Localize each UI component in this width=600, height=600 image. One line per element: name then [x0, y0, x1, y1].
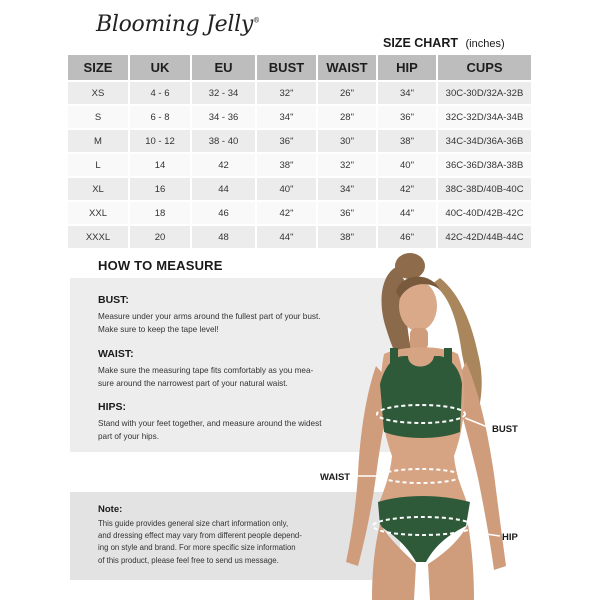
table-cell: 44"	[378, 202, 438, 224]
table-cell: 38 - 40	[192, 130, 257, 152]
table-cell: 42	[192, 154, 257, 176]
column-header: UK	[130, 55, 192, 80]
bust-text-line: Make sure to keep the tape level!	[98, 325, 219, 334]
table-cell: 44	[192, 178, 257, 200]
table-header-row	[68, 55, 531, 80]
table-cell: 42"	[378, 178, 438, 200]
table-cell: 32"	[257, 82, 318, 104]
brand-name: Blooming Jelly	[96, 12, 253, 37]
table-cell: 38"	[378, 130, 438, 152]
table-row	[68, 202, 531, 224]
note-text-line: of this product, please feel free to send us message.	[98, 555, 279, 565]
column-header: EU	[192, 55, 257, 80]
table-cell: XXL	[68, 202, 130, 224]
table-row	[68, 178, 531, 200]
table-cell: 14	[130, 154, 192, 176]
table-cell: 20	[130, 226, 192, 248]
table-cell: 36"	[257, 130, 318, 152]
table-cell: 16	[130, 178, 192, 200]
neck-shape	[410, 328, 428, 350]
table-cell: L	[68, 154, 130, 176]
brand-logo	[96, 12, 260, 37]
table-cell: 44"	[257, 226, 318, 248]
column-header: BUST	[257, 55, 318, 80]
table-cell: 18	[130, 202, 192, 224]
column-header: SIZE	[68, 55, 130, 80]
table-row	[68, 106, 531, 128]
table-cell: 42"	[257, 202, 318, 224]
table-cell: 34"	[257, 106, 318, 128]
table-cell: 32 - 34	[192, 82, 257, 104]
table-cell: 30"	[318, 130, 378, 152]
table-cell: 48	[192, 226, 257, 248]
table-cell: 28"	[318, 106, 378, 128]
size-chart-units: (inches)	[465, 38, 505, 50]
bust-text-line: Measure under your arms around the fullest part of your bust.	[98, 312, 321, 321]
size-chart-title-text: SIZE CHART	[383, 36, 458, 50]
table-row	[68, 154, 531, 176]
bust-label: BUST	[492, 424, 518, 435]
table-row	[68, 130, 531, 152]
swimsuit-strap	[444, 348, 452, 374]
table-cell: XXXL	[68, 226, 130, 248]
table-cell: 10 - 12	[130, 130, 192, 152]
table-cell: 34"	[378, 82, 438, 104]
hips-text-line: part of your hips.	[98, 432, 159, 441]
table-cell: 6 - 8	[130, 106, 192, 128]
table-cell: XS	[68, 82, 130, 104]
table-cell: 4 - 6	[130, 82, 192, 104]
waist-heading: WAIST:	[98, 348, 134, 360]
bust-heading: BUST:	[98, 294, 129, 306]
size-chart-title	[383, 36, 505, 50]
table-cell: 36C-36D/38A-38B	[438, 154, 531, 176]
table-cell: 40C-40D/42B-42C	[438, 202, 531, 224]
hips-heading: HIPS:	[98, 401, 127, 413]
table-cell: 42C-42D/44B-44C	[438, 226, 531, 248]
hair-bun	[395, 253, 425, 279]
note-heading: Note:	[98, 504, 123, 515]
table-cell: 36"	[318, 202, 378, 224]
table-cell: 34C-34D/36A-36B	[438, 130, 531, 152]
waist-label: WAIST	[320, 472, 351, 483]
table-cell: 38"	[257, 154, 318, 176]
size-chart-table	[68, 53, 531, 250]
column-header: CUPS	[438, 55, 531, 80]
hips-text-line: Stand with your feet together, and measure around the widest	[98, 419, 322, 428]
table-cell: 38"	[318, 226, 378, 248]
table-cell: XL	[68, 178, 130, 200]
table-cell: 38C-38D/40B-40C	[438, 178, 531, 200]
table-cell: 34 - 36	[192, 106, 257, 128]
table-cell: 30C-30D/32A-32B	[438, 82, 531, 104]
table-row	[68, 82, 531, 104]
waist-text-line: sure around the narrowest part of your natural waist.	[98, 379, 288, 388]
column-header: WAIST	[318, 55, 378, 80]
note-text-line: ing on style and brand. For more specific size information	[98, 543, 296, 553]
registered-mark: ®	[252, 16, 260, 25]
table-cell: 32C-32D/34A-34B	[438, 106, 531, 128]
table-cell: M	[68, 130, 130, 152]
note-text-line: This guide provides general size chart information only,	[98, 519, 289, 528]
table-cell: 26"	[318, 82, 378, 104]
table-cell: 40"	[257, 178, 318, 200]
table-cell: S	[68, 106, 130, 128]
hip-label: HIP	[502, 532, 518, 543]
how-to-measure-title: HOW TO MEASURE	[98, 258, 223, 273]
table-cell: 46	[192, 202, 257, 224]
table-cell: 32"	[318, 154, 378, 176]
column-header: HIP	[378, 55, 438, 80]
table-cell: 46"	[378, 226, 438, 248]
note-text-line: and dressing effect may vary from different people depend-	[98, 531, 302, 541]
model-photo	[300, 244, 540, 600]
table-cell: 34"	[318, 178, 378, 200]
waist-text-line: Make sure the measuring tape fits comfortably as you mea-	[98, 366, 314, 375]
swimsuit-strap	[390, 348, 398, 374]
table-cell: 36"	[378, 106, 438, 128]
table-cell: 40"	[378, 154, 438, 176]
